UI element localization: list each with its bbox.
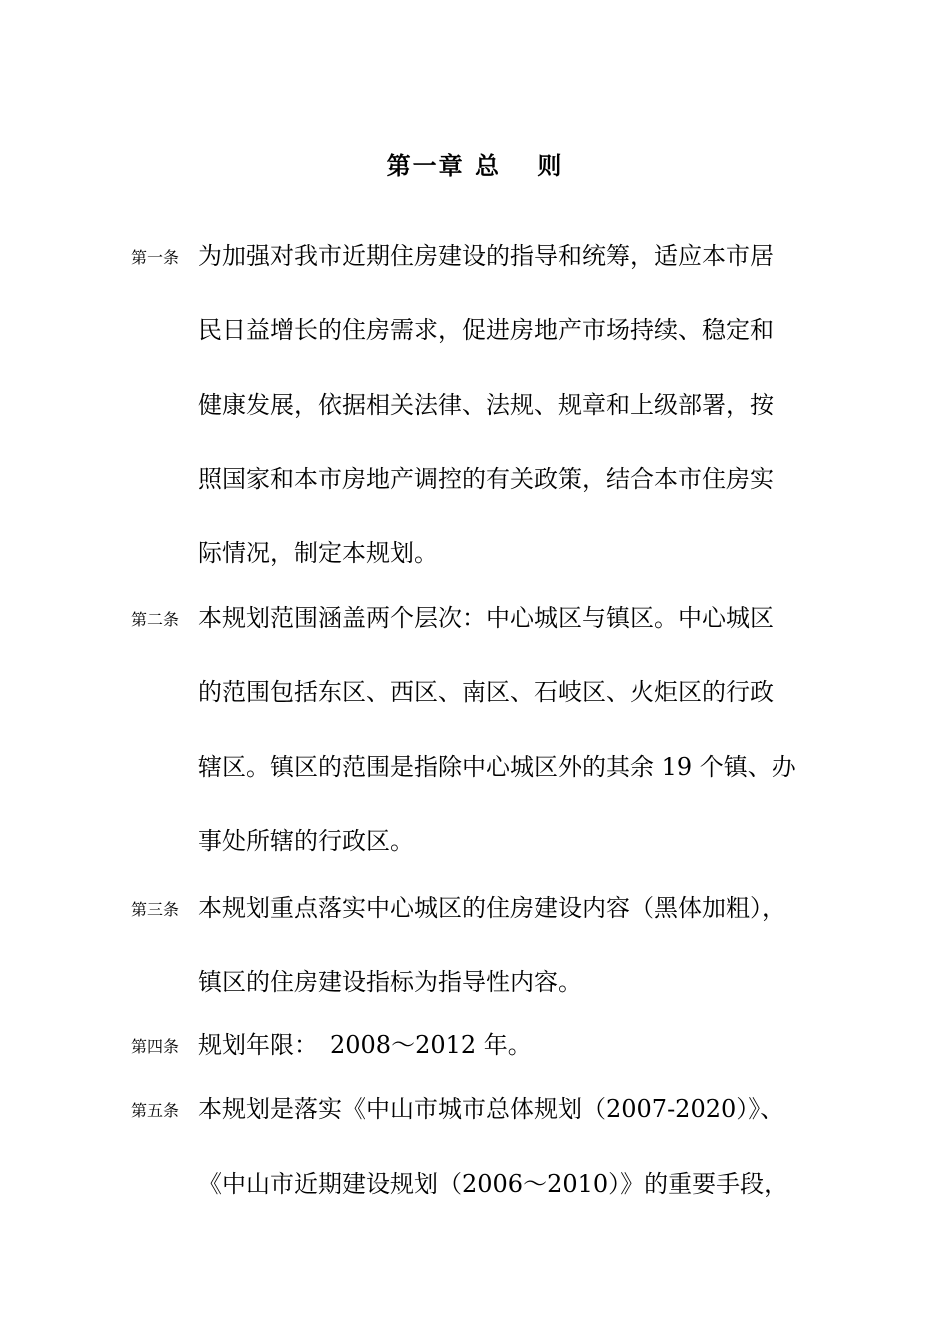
- chapter-title: 第一章 总 则: [386, 152, 564, 180]
- article-2-line-3: 辖区。镇区的范围是指除中心城区外的其余 19 个镇、办: [198, 753, 796, 781]
- article-1-line-4: 照国家和本市房地产调控的有关政策，结合本市住房实: [198, 465, 774, 493]
- article-1-line-3: 健康发展，依据相关法律、法规、规章和上级部署，按: [198, 391, 774, 419]
- article-4-line-1: 规划年限： 2008～2012 年。: [198, 1031, 532, 1059]
- article-2-line-4: 事处所辖的行政区。: [198, 827, 414, 855]
- article-1-label: 第一条: [131, 248, 180, 267]
- article-4-label: 第四条: [131, 1037, 180, 1056]
- article-3-line-1: 本规划重点落实中心城区的住房建设内容（黑体加粗），: [198, 894, 786, 922]
- article-3-label: 第三条: [131, 900, 180, 919]
- article-2-line-2: 的范围包括东区、西区、南区、石岐区、火炬区的行政: [198, 678, 774, 706]
- article-3-line-2: 镇区的住房建设指标为指导性内容。: [198, 968, 582, 996]
- article-5-label: 第五条: [131, 1101, 180, 1120]
- article-2-label: 第二条: [131, 610, 180, 629]
- article-2-line-1: 本规划范围涵盖两个层次：中心城区与镇区。中心城区: [198, 604, 774, 632]
- article-1-line-1: 为加强对我市近期住房建设的指导和统筹，适应本市居: [198, 242, 774, 270]
- article-1-line-5: 际情况，制定本规划。: [198, 539, 438, 567]
- article-5-line-1: 本规划是落实《中山市城市总体规划（2007-2020）》、: [198, 1095, 785, 1123]
- article-1-line-2: 民日益增长的住房需求，促进房地产市场持续、稳定和: [198, 316, 774, 344]
- article-5-line-2: 《中山市近期建设规划（2006～2010）》的重要手段，: [198, 1170, 789, 1198]
